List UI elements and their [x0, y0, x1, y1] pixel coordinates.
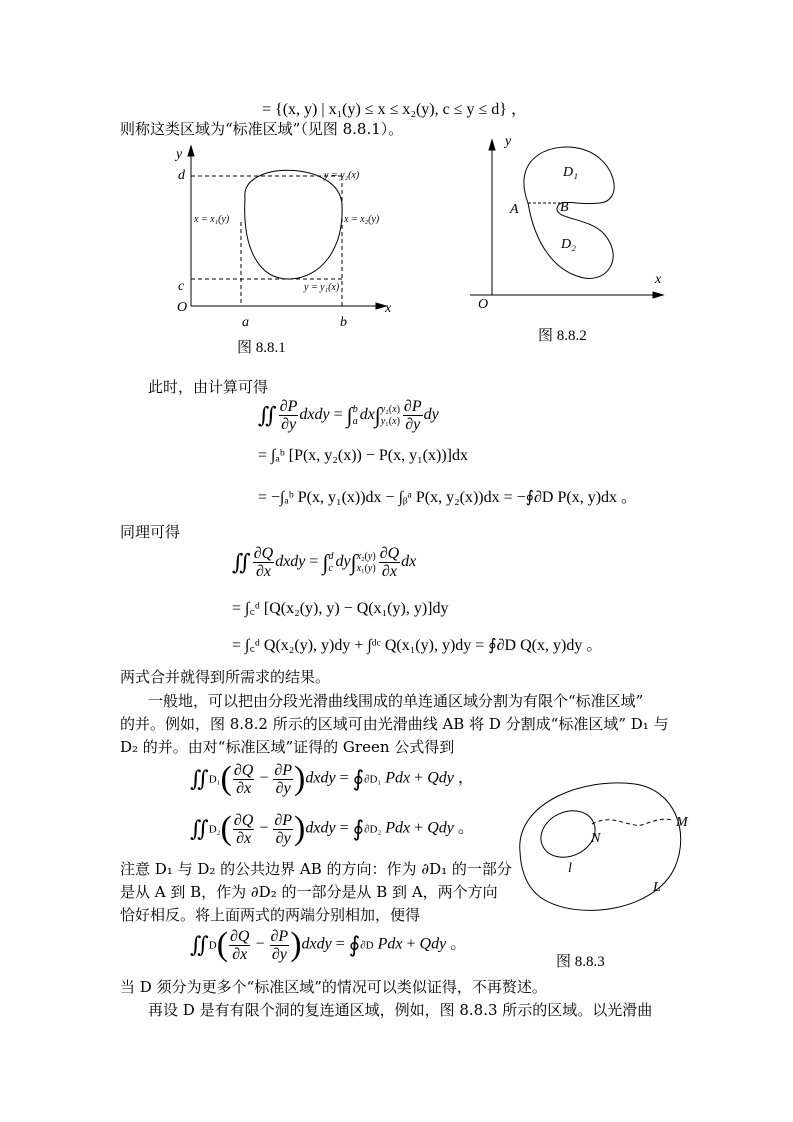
green-formula-D1: ∬D₁( $\frac{\partial Q}{\partial x}$ − $\frac{\partial P}{\partial y}$ )dxdy = ∮∂D₁ Pdx + Qdy ，	[190, 760, 474, 797]
green-formula-D2: ∬D₂( $\frac{\partial Q}{\partial x}$ − $\frac{\partial P}{\partial y}$ )dxdy = ∮∂D₂ Pdx + Qdy 。	[190, 810, 474, 847]
fig1-y-label: y	[176, 147, 183, 162]
fig2-x-axis-arrow	[653, 292, 663, 298]
eqP-line3: = −∫ₐᵇ P(x, y₁(x))dx − ∫ᵦᵃ P(x, y₂(x))dx = −∮∂D P(x, y)dx 。	[258, 489, 638, 506]
green-formula-D: ∬D( $\frac{\partial Q}{\partial x}$ − $\frac{\partial P}{\partial y}$ )dxdy = ∮∂D Pdx + Qdy 。	[190, 926, 467, 963]
paragraph-note-3: 恰好相反。将上面两式的两端分别相加，便得	[120, 906, 421, 924]
region-boundary-curve	[245, 170, 342, 279]
figure-8-8-3	[505, 772, 695, 932]
paragraph-standard-region: 则称这类区域为“标准区域”（见图 8.8.1）。	[120, 120, 404, 138]
paragraph-note-1: 注意 D₁ 与 D₂ 的公共边界 AB 的方向：作为 ∂D₁ 的一部分	[120, 860, 512, 878]
fig3-N-label: N	[591, 831, 601, 846]
fig1-bottom-curve-label: y = y₁(x)	[304, 282, 340, 293]
figure-8-8-1	[160, 140, 410, 330]
fig3-l-label: l	[568, 861, 572, 876]
paragraph-general-3: D₂ 的并。由对“标准区域”证得的 Green 公式得到	[120, 738, 455, 756]
fig2-origin-label: O	[478, 297, 489, 312]
fig2-A-label: A	[510, 202, 519, 217]
fig3-M-label: M	[676, 815, 688, 830]
eqQ-line2: = ∫꜀ᵈ [Q(x₂(y), y) − Q(x₁(y), y)]dy	[232, 600, 449, 617]
fig1-x-label: x	[385, 301, 392, 316]
fig2-caption: 图 8.8.2	[538, 328, 587, 344]
figure-8-8-2	[465, 135, 675, 315]
fig2-D1-label: D₁	[563, 165, 578, 180]
paragraph-note-2: 是从 A 到 B，作为 ∂D₂ 的一部分是从 B 到 A，两个方向	[120, 883, 498, 901]
eqP-line1: ∬ $\frac{\partial P}{\partial y}$ dxdy = ∫b a dx∫y₂(x) y₁(x) $\frac{\partial P}{\partial y}$ dy	[258, 398, 439, 433]
eqQ-line3: = ∫꜀ᵈ Q(x₂(y), y)dy + ∫ᵈᶜ Q(x₁(y), y)dy = ∮∂D Q(x, y)dy 。	[232, 637, 603, 654]
fig1-right-curve-label: x = x₂(y)	[344, 214, 380, 225]
paragraph-similarly: 同理可得	[120, 523, 181, 541]
eqQ-line1: ∬ $\frac{\partial Q}{\partial x}$ dxdy = ∫d c dy∫x₂(y) x₁(y) $\frac{\partial Q}{\partial x}$ dx	[232, 545, 417, 580]
paragraph-general-1: 一般地，可以把由分段光滑曲线围成的单连通区域分割为有限个“标准区域”	[148, 692, 644, 710]
fig1-d-label: d	[178, 168, 185, 183]
paragraph-more-regions: 当 D 须分为更多个“标准区域”的情况可以类似证得，不再赘述。	[120, 978, 547, 996]
fig1-caption: 图 8.8.1	[237, 340, 286, 356]
paragraph-multiply-connected: 再设 D 是有有限个洞的复连通区域，例如，图 8.8.3 所示的区域。以光滑曲	[148, 1001, 653, 1019]
y-axis-arrow	[188, 146, 194, 156]
paragraph-general-2: 的并。例如，图 8.8.2 所示的区域可由光滑曲线 AB 将 D 分割成“标准区域” D₁ 与	[120, 715, 669, 733]
fig3-L-label: L	[653, 880, 661, 895]
fig1-origin-label: O	[177, 300, 188, 315]
fig1-top-curve-label: y = y₂(x)	[324, 170, 360, 181]
paragraph-by-computation: 此时，由计算可得	[148, 378, 269, 396]
fig2-y-axis-arrow	[489, 140, 495, 150]
eqP-line2: = ∫ₐᵇ [P(x, y₂(x)) − P(x, y₁(x))]dx	[258, 447, 468, 464]
fig2-B-label: B	[560, 200, 569, 215]
fig2-x-label: x	[655, 272, 662, 287]
set-definition-formula: = {(x, y) | x₁(y) ≤ x ≤ x₂(y), c ≤ y ≤ d} ，	[262, 101, 527, 118]
fig1-c-label: c	[178, 279, 185, 294]
fig1-left-curve-label: x = x₁(y)	[194, 214, 230, 225]
fig2-D2-label: D₂	[561, 237, 576, 252]
fig2-y-label: y	[505, 135, 512, 149]
paragraph-combine: 两式合并就得到所需求的结果。	[120, 668, 331, 686]
fig1-b-label: b	[340, 315, 347, 330]
fig1-a-label: a	[242, 315, 249, 330]
fig3-caption: 图 8.8.3	[556, 954, 605, 970]
fig3-cut-curve-MN	[592, 819, 673, 825]
